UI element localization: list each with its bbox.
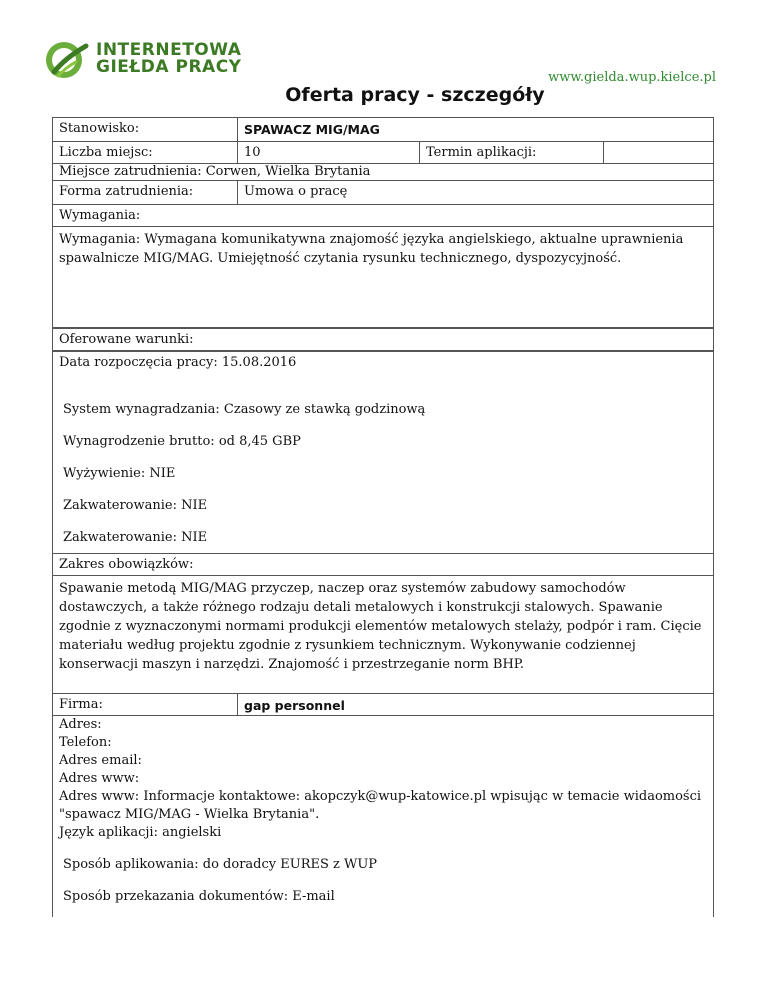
warunki-line: Data rozpoczęcia pracy: 15.08.2016	[59, 355, 297, 370]
row-forma	[53, 180, 713, 204]
site-url[interactable]: www.gielda.wup.kielce.pl	[548, 70, 716, 85]
contact-list	[53, 716, 713, 917]
stanowisko-value: SPAWACZ MIG/MAG	[237, 118, 713, 141]
firma-value: gap personnel	[237, 694, 713, 715]
row-stanowisko	[53, 117, 713, 141]
row-firma	[53, 693, 713, 715]
warunki-line: Wyżywienie: NIE	[63, 466, 176, 481]
warunki-list	[53, 352, 713, 562]
warunki-line: Zakwaterowanie: NIE	[63, 498, 208, 513]
contact-line: Adres:	[59, 717, 102, 732]
contact-line: Telefon:	[59, 735, 112, 750]
contact-line: Sposób aplikowania: do doradcy EURES z WUP	[63, 857, 378, 872]
contact-line: Adres email:	[59, 753, 142, 768]
warunki-line: Wynagrodzenie brutto: od 8,45 GBP	[63, 434, 301, 449]
logo	[42, 36, 242, 88]
zakres-text: Spawanie metodą MIG/MAG przyczep, naczep oraz systemów zabudowy samochodów dostawczych, a także różnego rodzaju detali metalowych i konstrukcji stalowych. Spawanie zgodnie z wyznaczonymi normami produkcji elementów metalowych stelaży, podpór i ram. Cięcie materiału według projektu zgodnie z rysunkiem technicznym. Wykonywanie codziennej konserwacji maszyn i narzędzi. Znajomość i przestrzeganie norm BHP.	[59, 581, 702, 672]
row-warunki-label	[53, 327, 713, 350]
row-zakres-label	[53, 553, 713, 575]
wymagania-label: Wymagania:	[59, 208, 141, 223]
stanowisko-label: Stanowisko:	[59, 121, 140, 136]
row-wymagania-label	[53, 204, 713, 226]
row-liczba	[53, 141, 713, 163]
logo-icon	[42, 36, 94, 88]
miejsce-text: Miejsce zatrudnienia: Corwen, Wielka Brytania	[59, 164, 371, 179]
firma-label: Firma:	[59, 697, 103, 712]
liczba-value: 10	[237, 142, 419, 163]
warunki-line: System wynagradzania: Czasowy ze stawką godzinową	[63, 402, 426, 417]
row-contact	[53, 715, 713, 917]
offer-form	[52, 117, 714, 917]
warunki-label: Oferowane warunki:	[59, 332, 194, 347]
wymagania-text: Wymagania: Wymagana komunikatywna znajomość języka angielskiego, aktualne uprawnienia spawalnicze MIG/MAG. Umiejętność czytania rysunku technicznego, dyspozycyjność.	[59, 232, 684, 266]
row-zakres-text	[53, 575, 713, 693]
zakres-label: Zakres obowiązków:	[59, 557, 194, 572]
row-warunki-text	[53, 350, 713, 562]
logo-text-line1: INTERNETOWA	[96, 40, 242, 60]
contact-line: Adres www:	[59, 771, 140, 786]
termin-value	[603, 142, 713, 163]
row-wymagania-text	[53, 226, 713, 326]
logo-text-line2: GIEŁDA PRACY	[96, 57, 242, 77]
termin-label: Termin aplikacji:	[419, 142, 603, 163]
contact-line: Adres www: Informacje kontaktowe: akopczyk@wup-katowice.pl wpisując w temacie widaomości "spawacz MIG/MAG - Wielka Brytania".	[59, 789, 702, 822]
row-miejsce	[53, 163, 713, 180]
page-title: Oferta pracy - szczegóły	[285, 84, 545, 106]
warunki-line: Zakwaterowanie: NIE	[63, 530, 208, 545]
contact-line: Sposób przekazania dokumentów: E-mail	[63, 889, 335, 904]
contact-line: Język aplikacji: angielski	[59, 825, 222, 840]
forma-label: Forma zatrudnienia:	[59, 184, 194, 199]
liczba-label: Liczba miejsc:	[59, 145, 153, 160]
forma-value: Umowa o pracę	[237, 181, 713, 204]
